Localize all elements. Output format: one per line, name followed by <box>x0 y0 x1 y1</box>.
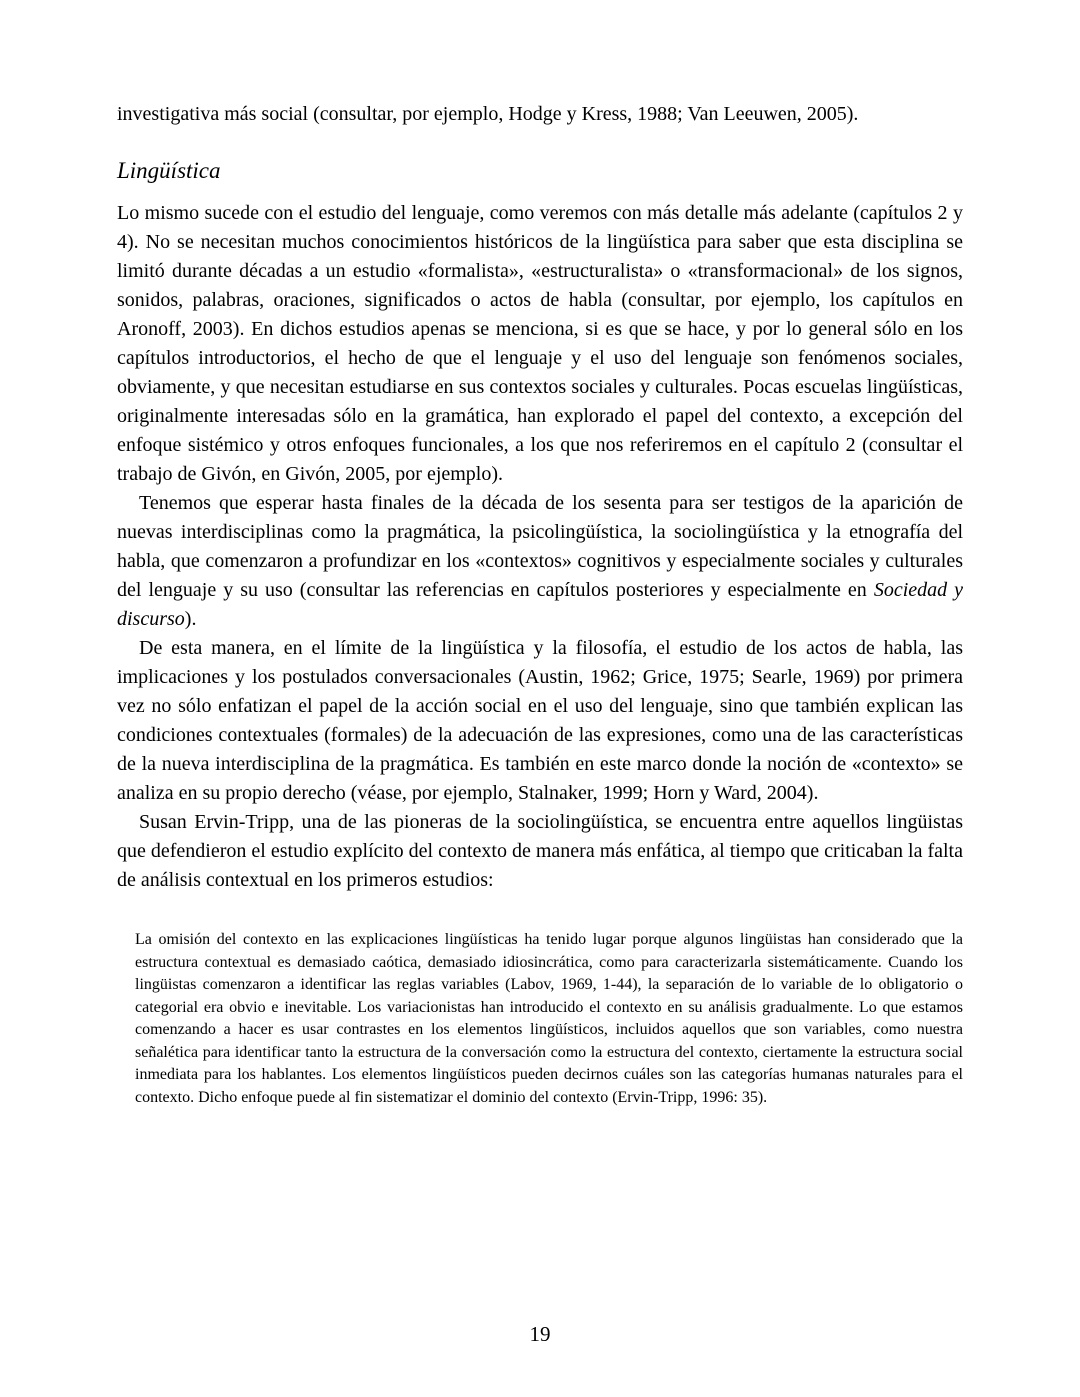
block-quote-ervin-tripp: La omisión del contexto en las explicaciones lingüísticas ha tenido lugar porque algunos lingüistas han considerado que la estructura contextual es demasiado caótica, demasiado idiosincrática, como para caracterizarla sistemáticamente. Cuando los lingüistas comenzaron a identificar las reglas variables (Labov, 1969, 1-44), la separación de lo variable de lo obligatorio o categorial era obvio e inevitable. Los variacionistas han introducido el contexto en su análisis gradualmente. Lo que estamos comenzando a hacer es usar contrastes en los elementos lingüísticos, incluidos aquellos que son variables, como nuestra señalética para identificar tanto la estructura de la conversación como la estructura del contexto, ciertamente la estructura social inmediata para los hablantes. Los elementos lingüísticos pueden decirnos cuáles son las categorías humanas naturales para el contexto. Dicho enfoque puede al fin sistematizar el dominio del contexto (Ervin-Tripp, 1996: 35). <box>135 931 963 1106</box>
page-number: 19 <box>529 1322 551 1346</box>
book-title-sociedad-y-discurso: Sociedad y discurso <box>117 579 964 630</box>
paragraph-2-end: ). <box>184 608 197 630</box>
paragraph-4: Susan Ervin-Tripp, una de las pioneras de la sociolingüística, se encuentra entre aquellos lingüistas que defendieron el estudio explícito del contexto de manera más enfática, al tiempo que criticaban la falta de análisis contextual en los primeros estudios: <box>117 811 963 891</box>
paragraph-2 <box>117 489 963 634</box>
paragraph-3: De esta manera, en el límite de la lingüística y la filosofía, el estudio de los actos de habla, las implicaciones y los postulados conversacionales (Austin, 1962; Grice, 1975; Searle, 1969) por primera vez no sólo enfatizan el papel de la acción social en el uso del lenguaje, sino que también explican las condiciones contextuales (formales) de la adecuación de las expresiones, como una de las características de la nueva interdisciplina de la pragmática. Es también en este marco donde la noción de «contexto» se analiza en su propio derecho (véase, por ejemplo, Stalnaker, 1999; Horn y Ward, 2004). <box>117 637 963 804</box>
paragraph-continuation: investigativa más social (consultar, por ejemplo, Hodge y Kress, 1988; Van Leeuwen, 2005). <box>117 103 859 125</box>
paragraph-2-text: Tenemos que esperar hasta finales de la década de los sesenta para ser testigos de la aparición de nuevas interdisciplinas como la pragmática, la psicolingüística, la sociolingüística y la etnografía del habla, que comenzaron a profundizar en los «contextos» cognitivos y especialmente sociales y culturales del lenguaje y su uso (consultar las referencias en capítulos posteriores y especialmente en <box>117 492 963 601</box>
section-heading-linguistica: Lingüística <box>117 158 221 183</box>
paragraph-1: Lo mismo sucede con el estudio del lenguaje, como veremos con más detalle más adelante (capítulos 2 y 4). No se necesitan muchos conocimientos históricos de la lingüística para saber que esta disciplina se limitó durante décadas a un estudio «formalista», «estructuralista» o «transformacional» de los signos, sonidos, palabras, oraciones, significados o actos de habla (consultar, por ejemplo, los capítulos en Aronoff, 2003). En dichos estudios apenas se menciona, si es que se hace, y por lo general sólo en los capítulos introductorios, el hecho de que el lenguaje y el uso del lenguaje son fenómenos sociales, obviamente, y que necesitan estudiarse en sus contextos sociales y culturales. Pocas escuelas lingüísticas, originalmente interesadas sólo en la gramática, han explorado el papel del contexto, a excepción del enfoque sistémico y otros enfoques funcionales, a los que nos referiremos en el capítulo 2 (consultar el trabajo de Givón, en Givón, 2005, por ejemplo). <box>117 202 963 485</box>
